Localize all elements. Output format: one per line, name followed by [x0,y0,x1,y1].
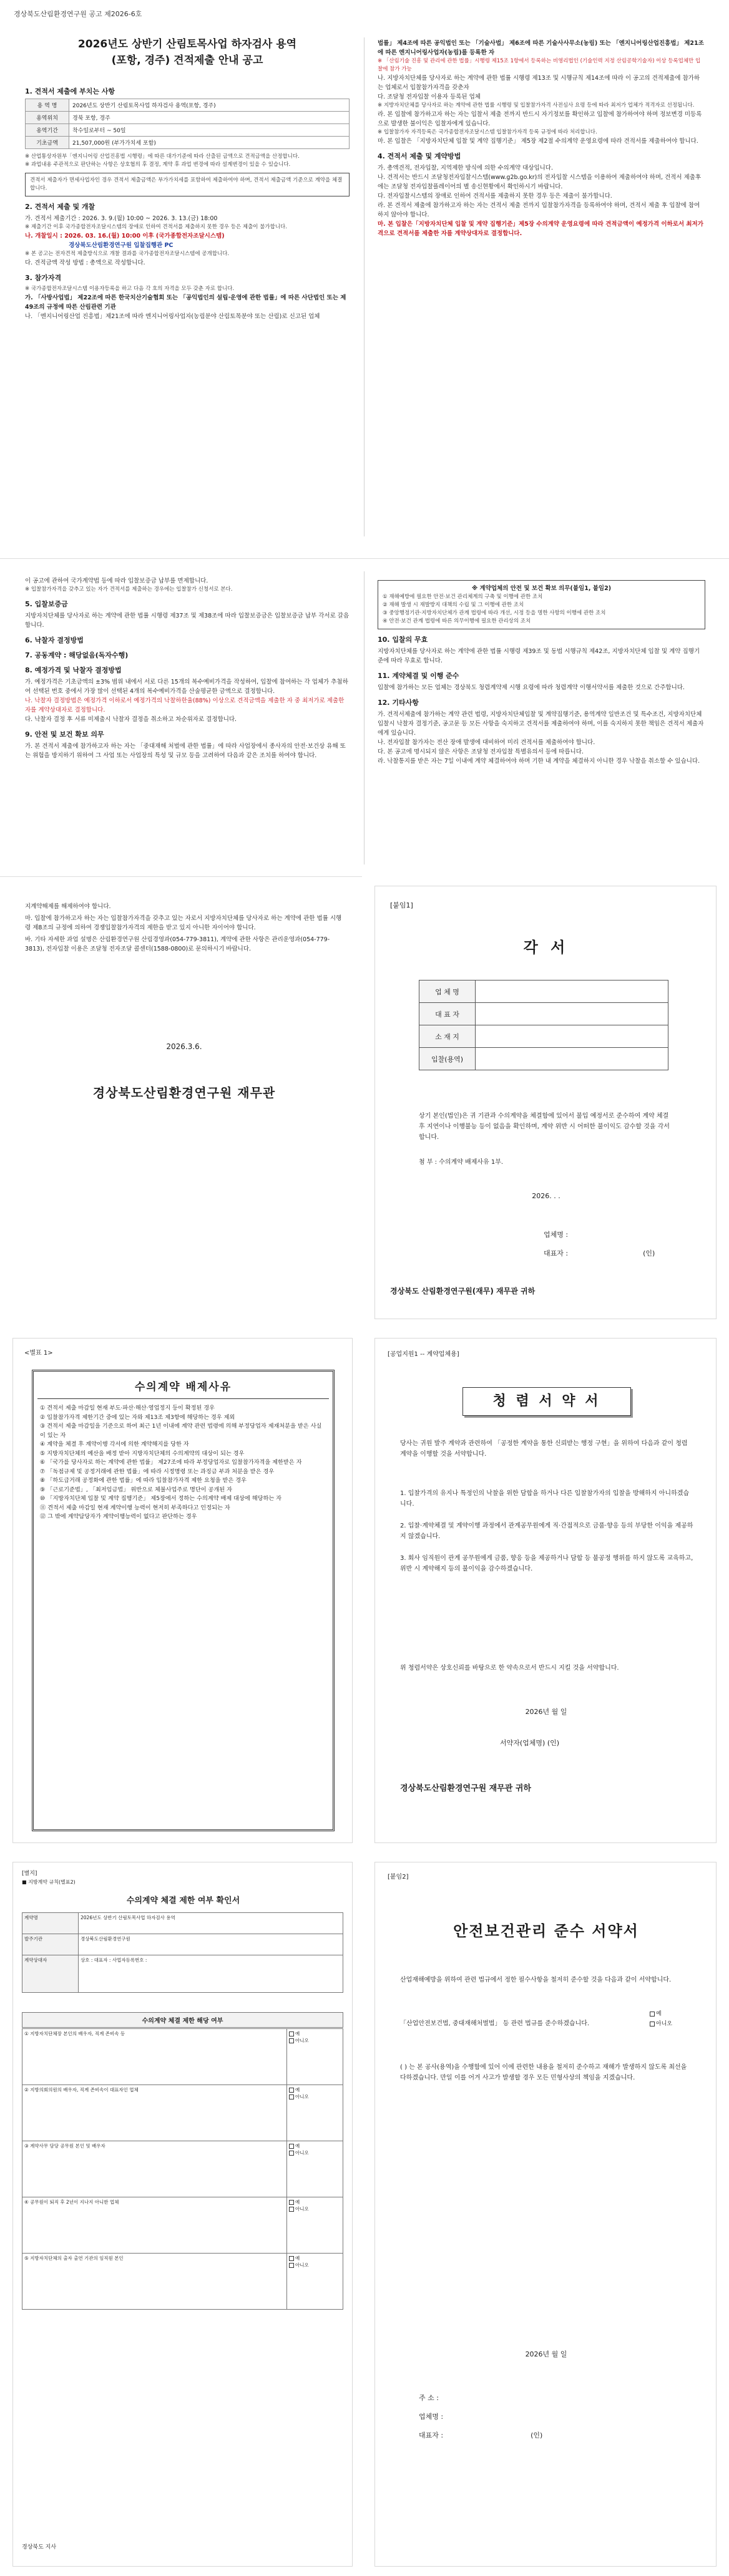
integrity-pledge-form [374,1338,717,1843]
safety-date: 2026년 월 일 [525,2350,567,2358]
p2-item: ※ 입찰참가자격을 갖추고 있는 자가 견적서를 제출하는 경우에는 입찰참가 신청서로 본다. [25,586,233,593]
checklist-label: 발주기관 [22,1934,79,1955]
check-text: ③ 계약사무 담당 공무원 본인 및 배우자 [22,2141,287,2197]
checklist-footer: 경상북도 지사 [22,2544,57,2550]
safety-address: 주 소 : [419,2394,439,2402]
exclusion-item: ⑥ 「국가를 당사자로 하는 계약에 관한 법률」 제27조에 따라 부정당업자로 입찰참가자격을 제한받은 자 [40,1459,302,1466]
sec4-item: 가. 총액견적, 전자입찰, 지역제한 방식에 의한 수의계약 대상입니다. [378,165,553,172]
bid-row-value[interactable] [476,1003,668,1025]
safety-duty-item: ② 재해 발생 시 재발방지 대책의 수립 및 그 이행에 관한 조치 [383,602,524,608]
checkbox[interactable] [289,2031,294,2036]
exclusion-item: ② 입찰참가자격 제한기간 중에 있는 자와 제13조 제3항에 해당하는 경우 제외 [40,1413,235,1421]
bid-info-table [419,980,668,1070]
exclusion-item: ③ 견적서 제출 마감일을 기준으로 하여 최근 1년 이내에 계약 관련 법령에 의해 부정당업자 제재처분을 받은 사실이 있는 자 [40,1423,322,1439]
form-body: 상기 본인(법인)은 귀 기관과 수의계약을 체결함에 있어서 불입 예정서로 준수하여 계약 체결 후 지연이나 이행불능 등이 없음을 확인하며, 계약 위반 시 어떠한 불이익도 감수할 것을 각서합니다. [419,1113,670,1141]
bid-row-value[interactable] [476,1048,668,1070]
exclusion-item: ⑫ 그 밖에 계약담당자가 계약이행능력이 없다고 판단하는 경우 [40,1513,197,1520]
page2-right-column [378,576,705,766]
check-row [22,2029,343,2085]
right-item: 라. 본 입찰에 참가하고자 하는 자는 입찰서 제출 전까지 반드시 자기정보를 확인하고 입찰에 참가하여야 하며 정보변경 미등록으로 발생한 불이익은 입찰자에게 있습니다. [378,111,702,127]
checklist-attach: [별지] [22,1871,37,1877]
safety-duty-box [378,580,705,629]
bid-row [419,1025,668,1048]
sec4-item: 나. 견적서는 반드시 조달청전자입찰시스템(www.g2b.go.kr)의 전자입찰 시스템을 이용하여 제출하여야 하며, 견적서 제출후에는 조달청 전자입찰플레이어의 별 송신현황에서 확인하시기 바랍니다. [378,174,702,190]
info-label: 용역위치 [26,112,69,124]
integrity-attach: [공업지원1 -- 계약업체용] [388,1351,459,1358]
sec2-item-opening: 나. 개찰일시 : 2026. 03. 16.(월) 10:00 이후 (국가종합전자조달시스템) [25,233,225,240]
company-label: 업체명 : [544,1231,569,1239]
info-label: 용 역 명 [26,99,69,112]
checkbox[interactable] [289,2094,294,2099]
bid-row [419,1048,668,1070]
check-text: ① 지방자치단체장 본인의 배우자, 직계 존비속 등 [22,2029,287,2085]
check-text: ② 지방의회의원의 배우자, 직계 존비속이 대표자인 업체 [22,2085,287,2141]
check-text: ④ 공무원이 퇴직 후 2년이 지나지 아니한 업체 [22,2197,287,2254]
checkbox[interactable] [289,2151,294,2156]
right-item-red: ※ 「산림기술 진흥 및 관리에 관한 법률」시행령 제15조 1항에서 등록하는 비영리법인 (기술인력 지정 산림공학기술자) 이상 등록업체만 입찰에 참가 가능 [378,58,701,72]
check-options: 예 아니오 [287,2029,343,2085]
notice-right-column [378,39,705,238]
sec2-item: ※ 본 공고는 전자견적 제출방식으로 개찰 결과를 국가종합전자조달시스템에 공개합니다. [25,251,230,257]
sec2-item-place: 경상북도산림환경연구원 입찰집행관 PC [69,242,174,249]
form-date: 2026. . . [532,1192,560,1200]
exclusion-attach: <별표 1> [24,1350,53,1357]
bid-row-label: 소 재 지 [419,1025,476,1048]
page2-left-column [25,576,350,760]
sec4-item: 다. 전자입찰시스템의 장애로 인하여 견적서를 제출하지 못한 경우 등은 제출이 불가합니다. [378,193,612,200]
notice-page-1 [0,0,729,555]
section-3-title: 3. 참가자격 [25,274,62,282]
sec3-item: 나. 「엔지니어링산업 진흥법」제21조에 따라 엔지니어링사업자(농림분야 산림토목분야 또는 산림)로 신고된 업체 [25,313,320,320]
bid-row-label: 입찰(용역) [419,1048,476,1070]
right-item: 법률」 제4조에 따른 공익법인 또는 「기술사법」 제6조에 따른 기술사사무소(농림) 또는 「엔지니어링산업진흥법」 제21조에 따른 엔지니어링사업자(농림)를 등록한 자 [378,40,704,56]
safety-duty-item: ③ 중앙행정기관·지방자치단체가 관계 법령에 따라 개선, 시정 등을 명한 사항의 이행에 관한 조치 [383,610,606,616]
exclusion-item: ④ 계약을 체결 후 계약이행 각서에 의한 계약해지를 당한 자 [40,1441,189,1448]
info-value: 21,507,000원 (부가가치세 포함) [69,137,350,149]
form-attach-label: [붙임1] [390,901,413,909]
p2-item: 가. 본 견적서 제출에 참가하고자 하는 자는 「중대재해 처벌에 관한 법률」에 따라 사업장에서 종사자의 안전·보건상 유해 또는 위험을 방지하기 위하여 그 사업 또는 사업장의 특성 및 규모 등을 고려하여 다음과 같은 조치를 하여야 합니다. [25,743,346,759]
safety-item-options [650,2009,672,2029]
p2-section: 10. 입찰의 무효 [378,636,428,644]
checklist-row [22,1934,343,1955]
notice-header: 경상북도산림환경연구원 공고 제2026-6호 [14,10,142,18]
right-item: ※ 지방자치단체를 당사자로 하는 계약에 관한 법률 시행령 및 입찰참가자격 사전심사 요령 등에 따라 최저가 업체가 적격자로 선정됩니다. [378,102,695,109]
info-label: 기초금액 [26,137,69,149]
p2-item: 라. 낙찰통지를 받은 자는 7일 이내에 계약 체결하여야 하며 기한 내 계약을 체결하지 아니한 경우 낙찰을 취소할 수 있습니다. [378,758,700,765]
checkbox[interactable] [289,2256,294,2261]
form-company [544,1229,568,1239]
p2-item: 가. 견적서제출에 참가하는 계약 관련 법령, 지방자치단체입찰 및 계약집행기준, 용역계약 일반조건 및 특수조건, 지방자치단체 입찰시 낙찰자 결정기준, 공고문 등 모든 사항을 숙지하고 견적서를 제출하여야 하며, 이를 숙지하지 못한 책임은 견적서 제출자에게 있습니다. [378,711,704,737]
integrity-title: 청 렴 서 약 서 [462,1387,631,1416]
integrity-signature: 서약자(업체명) (인) [500,1739,560,1747]
checkbox[interactable] [289,2207,294,2212]
exclusion-list [34,1399,333,1527]
p2-item: 가. 예정가격은 기초금액의 ±3% 범위 내에서 서로 다른 15개의 복수예비가격을 작성하여, 입찰에 참여하는 각 업체가 추첨하여 선택된 번호 중에서 가장 많이 선택된 4개의 복수예비가격을 산술평균한 금액으로 결정합니다. [25,679,348,695]
rep-label: 대표자 : [419,2431,444,2439]
exclusion-item: ⑧ 「하도급거래 공정화에 관한 법률」에 따라 입찰참가자격 제한 요청을 받은 경우 [40,1477,247,1484]
safety-duty-item: ① 재해예방에 필요한 안전·보건 관리체계의 구축 및 이행에 관한 조치 [383,594,543,600]
info-row [26,124,350,137]
form-attachment: 첨 부 : 수의계약 배제사유 1부. [419,1159,504,1166]
bid-row [419,1003,668,1025]
sec2-item: ※ 제출기간 이후 국가종합전자조달시스템의 장애로 인하여 견적서를 제출하지 못한 경우 등은 제출이 불가합니다. [25,224,287,230]
exclusion-title: 수의계약 배제사유 [134,1381,232,1393]
bid-row [419,981,668,1003]
p2-item: 입찰에 참가하는 모든 업체는 경상북도 청렴계약제 시행 요령에 따라 청렴계약 이행서약서를 제출한 것으로 간주합니다. [378,684,685,691]
seal-mark: (인) [643,1249,655,1257]
memorandum-form [374,886,717,1319]
p3-item: 지계약해제를 해제하여야 합니다. [25,903,111,910]
notice-page-3 [0,876,362,1319]
intro-note: ※ 과업내용 주관적으로 판단하는 사항은 상호협의 후 결정, 계약 후 과업 변경에 따라 설계변경이 있을 수 있습니다. [25,162,291,168]
integrity-addressee: 경상북도산림환경연구원 재무관 귀하 [400,1784,531,1793]
checklist-title: 수의계약 체결 제한 여부 확인서 [126,1896,240,1905]
check-options: 예 아니오 [287,2141,343,2197]
safety-attach: [붙임2] [388,1874,409,1881]
integrity-item: 2. 입찰·계약체결 및 계약이행 과정에서 관계공무원에게 직·간접적으로 금품·향응 등의 부당한 이익을 제공하지 않겠습니다. [400,1523,693,1540]
notice-page-2 [0,558,729,873]
check-row [22,2254,343,2310]
right-item: 다. 조달청 전자입찰 이용자 등록된 업체 [378,94,481,100]
info-table [25,99,350,149]
checkbox[interactable] [650,2012,655,2017]
rep-label: 대표자 : [544,1249,569,1257]
safety-company: 업체명 : [419,2413,444,2421]
check-options: 예 아니오 [287,2197,343,2254]
notice-left-column [25,81,350,321]
safety-duty-title: ※ 계약업체의 안전 및 보건 확보 의무(붙임1, 붙임2) [471,585,612,592]
sec4-item: 라. 본 견적서 제출에 참가하고자 하는 자는 견적서 제출 전까지 입찰참가자격을 등록하여야 하며, 견적서 제출 후 입찰에 참여하지 않아야 합니다. [378,202,700,218]
check-options: 예 아니오 [287,2085,343,2141]
seal-mark: (인) [531,2431,543,2439]
p3-item: 바. 기타 자세한 과업 설명은 산림환경연구원 산림경영과(054-779-3811), 계약에 관한 사항은 관리운영과(054-779-3813), 전자입찰 이용은 조달청 전자조달 콜센터(1588-0800)로 문의하시기 바랍니다. [25,936,330,952]
p2-section: 11. 계약체결 및 이행 준수 [378,672,459,680]
exclusion-item: ⑤ 지방자치단체의 예산을 배정 받아 지방자치단체의 수의계약의 대상이 되는 경우 [40,1450,245,1457]
checkbox[interactable] [650,2022,655,2026]
exclusion-item: ⑪ 견적서 제출 마감일 현재 계약이행 능력이 현저히 부족하다고 인정되는 자 [40,1504,230,1511]
p2-item: 다. 본 공고에 명시되지 않은 사항은 조달청 전자입찰 특별유의서 등에 따릅니다. [378,748,584,755]
sec2-item: 가. 견적서 제출기간 : 2026. 3. 9.(월) 10:00 ~ 2026. 3. 13.(금) 18:00 [25,215,218,222]
p2-section: 5. 입찰보증금 [25,600,68,608]
form-rep [544,1248,655,1258]
info-value: 경북 포항, 경주 [69,112,350,124]
p2-item: 나. 전자입찰 참가자는 전산 장애 발생에 대비하여 미리 견적서를 제출하여야 합니다. [378,739,595,746]
integrity-date: 2026년 월 일 [525,1708,567,1716]
check-row [22,2085,343,2141]
safety-pledge-form [374,1862,717,2567]
bid-row-label: 대 표 자 [419,1003,476,1025]
checklist-value: 경상북도산림환경연구원 [79,1934,343,1955]
integrity-closing: 위 청렴서약은 상호신뢰를 바탕으로 한 약속으로서 반드시 지킬 것을 서약합니다. [400,1665,619,1672]
sec4-red-note: 마. 본 입찰은「지방자치단체 입찰 및 계약 집행기준」제5장 수의계약 운영요령에 따라 견적금액이 예정가격 이하로서 최저가격으로 견적서를 제출한 자를 계약상대자로 결정합니다. [378,221,703,237]
p2-section: 7. 공동계약 : 해당없음(독자수행) [25,651,129,659]
right-item: 마. 본 입찰은 「지방자치단체 입찰 및 계약 집행기준」 제5장 제2절 수의계약 운영요령에 따라 견적서를 제출하여야 합니다. [378,138,698,145]
section-4-title: 4. 견적서 제출 및 계약방법 [378,152,461,160]
exclusion-item: ① 견적서 제출 마감일 현재 부도·파산·해산·영업정지 등이 확정된 경우 [40,1405,215,1411]
checklist-items-table [22,2028,343,2310]
checklist-label: 계약명 [22,1913,79,1934]
bid-row-value[interactable] [476,1025,668,1048]
checkbox[interactable] [289,2038,294,2043]
info-row [26,112,350,124]
checkbox[interactable] [289,2263,294,2268]
form-title: 각 서 [523,939,569,956]
checklist-row [22,1955,343,1993]
checklist-row [22,1913,343,1934]
exclusion-form [12,1338,353,1843]
safety-duty-item: ④ 안전·보건 관계 법령에 따른 의무이행에 필요한 관리상의 조치 [383,618,531,624]
p2-section: 9. 안전 및 보건 확보 의무 [25,730,104,738]
p2-item: 이 공고에 관하여 국가계약법 등에 따라 입찰보증금 납부를 면제합니다. [25,578,208,584]
p3-item: 마. 입찰에 참가하고자 하는 자는 입찰참가자격을 갖추고 있는 자로서 지방자치단체를 당사자로 하는 계약에 관한 법률 시행령 제8조의 규정에 의하여 경쟁입찰참가자격의 제한을 받고 있지 아니한 자이어야 합니다. [25,915,342,931]
p2-item: 지방자치단체를 당사자로 하는 계약에 관한 법률 시행령 제39조 및 동법 시행규칙 제42조, 지방자치단체 입찰 및 계약 집행기준에 따라 무효로 합니다. [378,648,700,664]
p2-item: 다. 낙찰자 결정 후 서류 미제출시 낙찰자 결정을 취소하고 차순위자로 결정합니다. [25,716,237,723]
section-2-title: 2. 견적서 제출 및 개찰 [25,203,95,211]
check-row [22,2141,343,2197]
info-row [26,137,350,149]
right-item: 나. 지방자치단체를 당사자로 하는 계약에 관한 법률 시행령 제13조 및 시행규칙 제14조에 따라 이 공고의 견적제출에 참가하는 업체로서 입찰참가자격을 갖춘자 [378,75,700,91]
checkbox[interactable] [289,2200,294,2205]
info-value: 2026년도 상반기 산림토목사업 하자검사 용역(포항, 경주) [69,99,350,112]
checklist-label: 계약상대자 [22,1955,79,1993]
check-row [22,2197,343,2254]
check-options: 예 아니오 [287,2254,343,2310]
checklist-subtitle: ■ 지방계약 규칙(별표2) [22,1879,76,1885]
info-label: 용역기간 [26,124,69,137]
sec3-item: 가. 「사방사업법」 제22조에 따른 한국치산기술협회 또는 「공익법인의 설립·운영에 관한 법률」에 따른 사단법인 또는 제49조의 규정에 따른 산림관련 기관 [25,294,346,311]
checklist-value: 2026년도 상반기 산림토목사업 하자검사 용역 [79,1913,343,1934]
integrity-intro: 당사는 귀원 발주 계약과 관련하여 「공정한 계약을 통한 신뢰받는 행정 구현」을 위하여 다음과 같이 청렴계약을 이행할 것을 서약합니다. [400,1440,688,1458]
p2-section: 6. 낙찰자 결정방법 [25,636,84,644]
p2-item: 지방자치단체를 당사자로 하는 계약에 관한 법률 시행령 제37조 및 제38조에 따라 입찰보증금은 입찰보증금 납부 각서로 갈음합니다. [25,613,350,629]
safety-body: 산업재해예방을 위하여 관련 법규에서 정한 필수사항을 철저히 준수할 것을 다음과 같이 서약합니다. [400,1977,672,1983]
integrity-item: 3. 회사 임직원이 관계 공무원에게 금품, 향응 등을 제공하거나 담합 등 불공정 행위를 하지 않도록 교육하고, 위반 시 계약해지 등의 불이익을 감수하겠습니다. [400,1555,693,1572]
integrity-list [400,1488,693,1586]
notice-issuer: 경상북도산림환경연구원 재무관 [92,1085,276,1100]
exclusion-item: ⑦ 「독점규제 및 공정거래에 관한 법률」에 따라 시정명령 또는 과징금 부과 처분을 받은 경우 [40,1468,275,1475]
safety-rep [419,2430,542,2440]
notice-title-line1: 2026년도 상반기 산림토목사업 하자검사 용역 [77,38,297,51]
info-row [26,99,350,112]
intro-note: ※ 산업통상자원부「엔지니어링 산업진흥법 시행령」에 따른 대가기준에 따라 산출된 금액으로 견적금액을 산정합니다. [25,153,300,160]
exclusion-item: ⑨ 「근로기준법」, 「최저임금법」 위반으로 체불사업주로 명단이 공개된 자 [40,1486,232,1493]
p2-section: 8. 예정가격 및 낙찰자 결정방법 [25,666,122,674]
p2-item-red: 나. 낙찰자 결정방법은 예정가격 이하로서 예정가격의 낙찰하한율(88%) 이상으로 견적금액을 제출한 자 중 최저가로 제출한 자를 계약상대자로 결정합니다. [25,697,345,714]
notice-title-line2: (포항, 경주) 견적제출 안내 공고 [111,54,263,67]
bid-row-label: 업 체 명 [419,981,476,1003]
info-value: 착수일로부터 ~ 50일 [69,124,350,137]
checklist-info-table [22,1912,343,1993]
form-addressee: 경상북도 산림환경연구원(재무) 재무관 귀하 [390,1287,536,1295]
sec2-item: 다. 견적금액 작성 방법 : 총액으로 작성합니다. [25,259,145,266]
bid-row-value[interactable] [476,981,668,1003]
right-item: ※ 입찰참가자 자격등록은 국가종합전자조달시스템 입찰참가자격 등록 규정에 따라 처리합니다. [378,129,597,135]
notice-title [25,36,350,69]
yes-label: 예 [656,2011,662,2017]
page3-content [25,902,343,954]
safety-item: 「산업안전보건법, 중대재해처벌법」 등 관련 법규를 준수하겠습니다. [400,2020,590,2027]
checkbox[interactable] [289,2144,294,2149]
safety-item: ( ) 는 본 공사(용역)을 수행함에 있어 이에 관련한 내용을 철저히 준수하고 재해가 발생하지 않도록 최선을 다하겠습니다. 만일 이를 어겨 사고가 발생할 경우 모든 민형사상의 책임을 지겠습니다. [400,2064,687,2081]
section-1-title: 1. 견적서 제출에 부치는 사항 [25,87,115,95]
integrity-item: 1. 입찰가격의 유지나 특정인의 낙찰을 위한 담합을 하거나 다른 입찰참가자의 입찰을 방해하지 아니하겠습니다. [400,1490,690,1508]
notice-date: 2026.3.6. [166,1042,202,1051]
restriction-checklist-form [12,1862,353,2567]
sec3-item: ※ 국가종합전자조달시스템 이용자등록을 하고 다음 각 호의 자격을 모두 갖춘 자로 합니다. [25,286,235,292]
boxed-note: 견적서 제출자가 면세사업자인 경우 견적서 제출금액은 부가가치세를 포함하여 제출하여야 하며, 견적서 제출금액 기준으로 계약을 체결합니다. [25,173,350,196]
safety-title: 안전보건관리 준수 서약서 [453,1922,639,1940]
exclusion-item: ⑩ 「지방자치단체 입찰 및 계약 집행기준」 제5장에서 정하는 수의계약 배제 대상에 해당하는 자 [40,1495,282,1502]
checkbox[interactable] [289,2088,294,2093]
exclusion-frame [32,1370,335,1831]
no-label: 아니오 [656,2021,673,2027]
check-text: ⑤ 지방자치단체의 출자 출연 기관의 임직원 본인 [22,2254,287,2310]
checklist-value: 상호 : 대표자 : 사업자등록번호 : [79,1955,343,1993]
checklist-section-title: 수의계약 체결 제한 해당 여부 [22,2012,343,2028]
p2-section: 12. 기타사항 [378,699,419,707]
